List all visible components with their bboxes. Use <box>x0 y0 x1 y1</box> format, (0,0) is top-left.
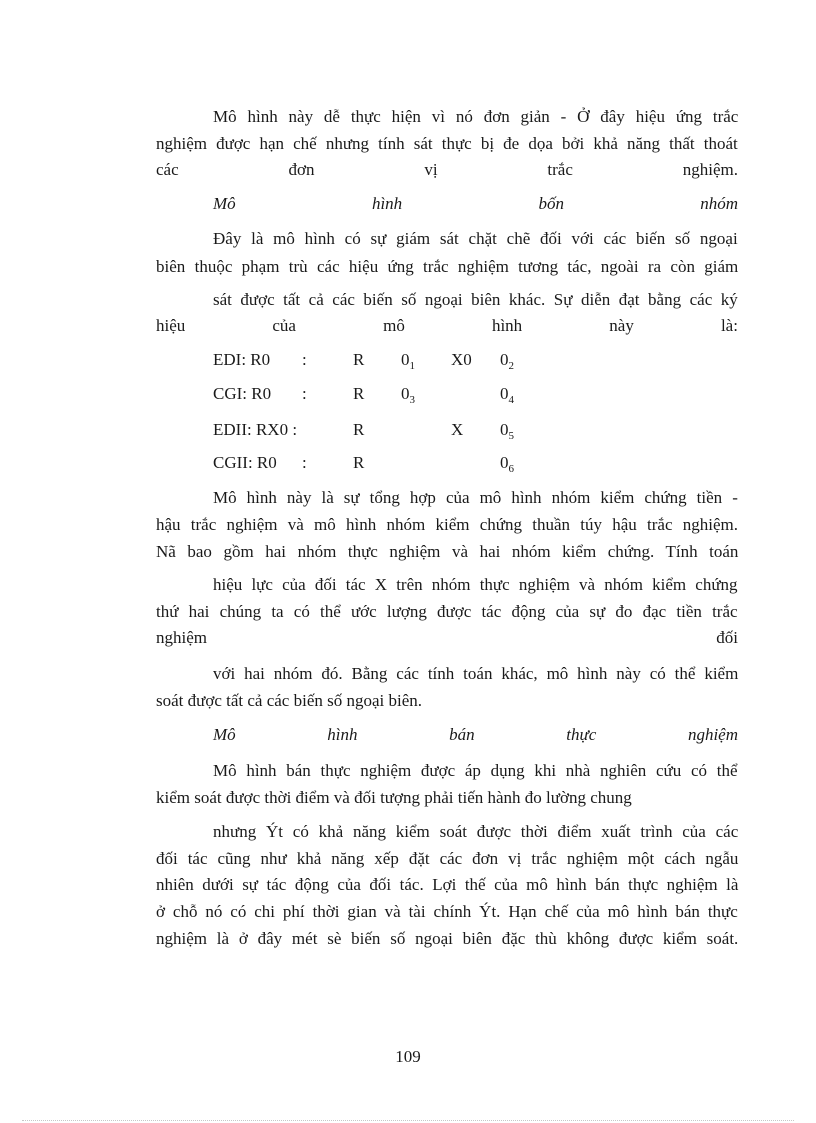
section-heading <box>213 723 738 747</box>
word: đơn <box>288 160 315 179</box>
formula-o2: $0_6$ <box>500 453 514 475</box>
text-line: biên thuộc phạm trù các hiệu ứng trắc nghiệm tương tác, ngoài ra còn giám <box>156 257 739 276</box>
formula-x: X0 <box>451 350 472 369</box>
word: hình <box>371 194 403 213</box>
formula-x: X <box>451 420 464 439</box>
text-line: thứ hai chúng ta có thể ước lượng được tác động của sự đo đạc tiền trắc <box>156 602 738 621</box>
formula-r: R <box>353 350 365 369</box>
text-line: đối tác cũng như khả năng xếp đặt các đơn vị trắc nghiệm một cách ngẫu <box>156 849 739 868</box>
text-line: nghiệm được hạn chế nhưng tính sát thực bị đe dọa bởi khả năng thất thoát <box>156 134 738 153</box>
text-line: sát được tất cả các biến số ngoại biên khác. Sự diễn đạt bằng các ký <box>213 290 738 309</box>
word: này <box>609 316 634 335</box>
word: thực <box>566 725 597 744</box>
text-line: hiệu lực của đối tác X trên nhóm thực nghiệm và nhóm kiểm chứng <box>213 575 738 594</box>
word: Mô <box>213 725 236 744</box>
word: Mô <box>213 194 236 213</box>
justified-line <box>156 314 738 338</box>
text-line: Đây là mô hình có sự giám sát chặt chẽ đối với các biến số ngoại <box>213 229 738 248</box>
formula-o2: $0_5$ <box>500 420 514 442</box>
formula-colon: : <box>302 350 307 369</box>
formula-label: CGI: R0 <box>213 384 272 403</box>
formula-r: R <box>353 420 365 439</box>
word: nghiệm. <box>682 160 738 179</box>
formula-r: R <box>353 453 365 472</box>
text-line: nhưng Ýt có khả năng kiểm soát được thời điểm xuất trình của các <box>213 822 739 841</box>
formula-colon: : <box>302 384 307 403</box>
word: của <box>272 316 296 335</box>
word: là: <box>720 316 738 335</box>
section-heading <box>213 192 738 216</box>
word: mô <box>383 316 405 335</box>
justified-line <box>156 626 738 650</box>
text-line: Nã bao gồm hai nhóm thực nghiệm và hai nhóm kiểm chứng. Tính toán <box>156 542 739 561</box>
text-line: ở chỗ nó có chi phí thời gian và tài chính Ýt. Hạn chế của mô hình bán thực <box>156 902 738 921</box>
formula-r: R <box>353 384 365 403</box>
word: các <box>156 160 179 179</box>
text-line: hậu trắc nghiệm và mô hình nhóm kiểm chứng thuần túy hậu trắc nghiệm. <box>156 515 738 534</box>
formula-o1: $0_3$ <box>401 384 415 406</box>
formula-row <box>213 451 543 475</box>
formula-row <box>213 418 543 442</box>
word: trắc <box>547 160 573 179</box>
word: hình <box>327 725 358 744</box>
page-number: 109 <box>395 1047 421 1066</box>
text-line: Mô hình này dễ thực hiện vì nó đơn giản - Ở đây hiệu ứng trắc <box>213 107 739 126</box>
text-line: nhiên dưới sự tác động của đối tác. Lợi thế của mô hình bán thực nghiệm là <box>156 875 739 894</box>
formula-label: CGII: R0 <box>213 453 277 472</box>
formula-colon: : <box>302 453 307 472</box>
formula-row <box>213 382 543 406</box>
formula-o2: $0_2$ <box>500 350 514 372</box>
word: bốn <box>538 194 564 213</box>
page-bottom-divider <box>22 1120 794 1121</box>
formula-o2: $0_4$ <box>500 384 514 406</box>
text-line: với hai nhóm đó. Bằng các tính toán khác, mô hình này có thể kiểm <box>213 664 739 683</box>
formula-label: EDII: RX0 : <box>213 420 298 439</box>
word: hiệu <box>156 316 186 335</box>
formula-o1: $0_1$ <box>401 350 415 372</box>
word: đối <box>716 628 738 647</box>
word: hình <box>491 316 523 335</box>
formula-row <box>213 348 543 372</box>
text-line: soát được tất cả các biến số ngoại biên. <box>156 691 423 710</box>
word: nghiệm <box>156 628 207 647</box>
word: bán <box>449 725 475 744</box>
word: vị <box>424 160 438 179</box>
text-line: Mô hình này là sự tổng hợp của mô hình nhóm kiểm chứng tiền - <box>213 488 738 507</box>
text-line: nghiệm là ở đây mét sè biến số ngoại biên đặc thù không được kiểm soát. <box>156 929 739 948</box>
justified-line <box>156 158 738 182</box>
word: nghiệm <box>687 725 738 744</box>
text-line: Mô hình bán thực nghiệm được áp dụng khi nhà nghiên cứu có thể <box>213 761 738 780</box>
word: nhóm <box>700 194 738 213</box>
formula-label: EDI: R0 <box>213 350 271 369</box>
text-line: kiểm soát được thời điểm và đối tượng phải tiến hành đo lường chung <box>156 788 632 807</box>
